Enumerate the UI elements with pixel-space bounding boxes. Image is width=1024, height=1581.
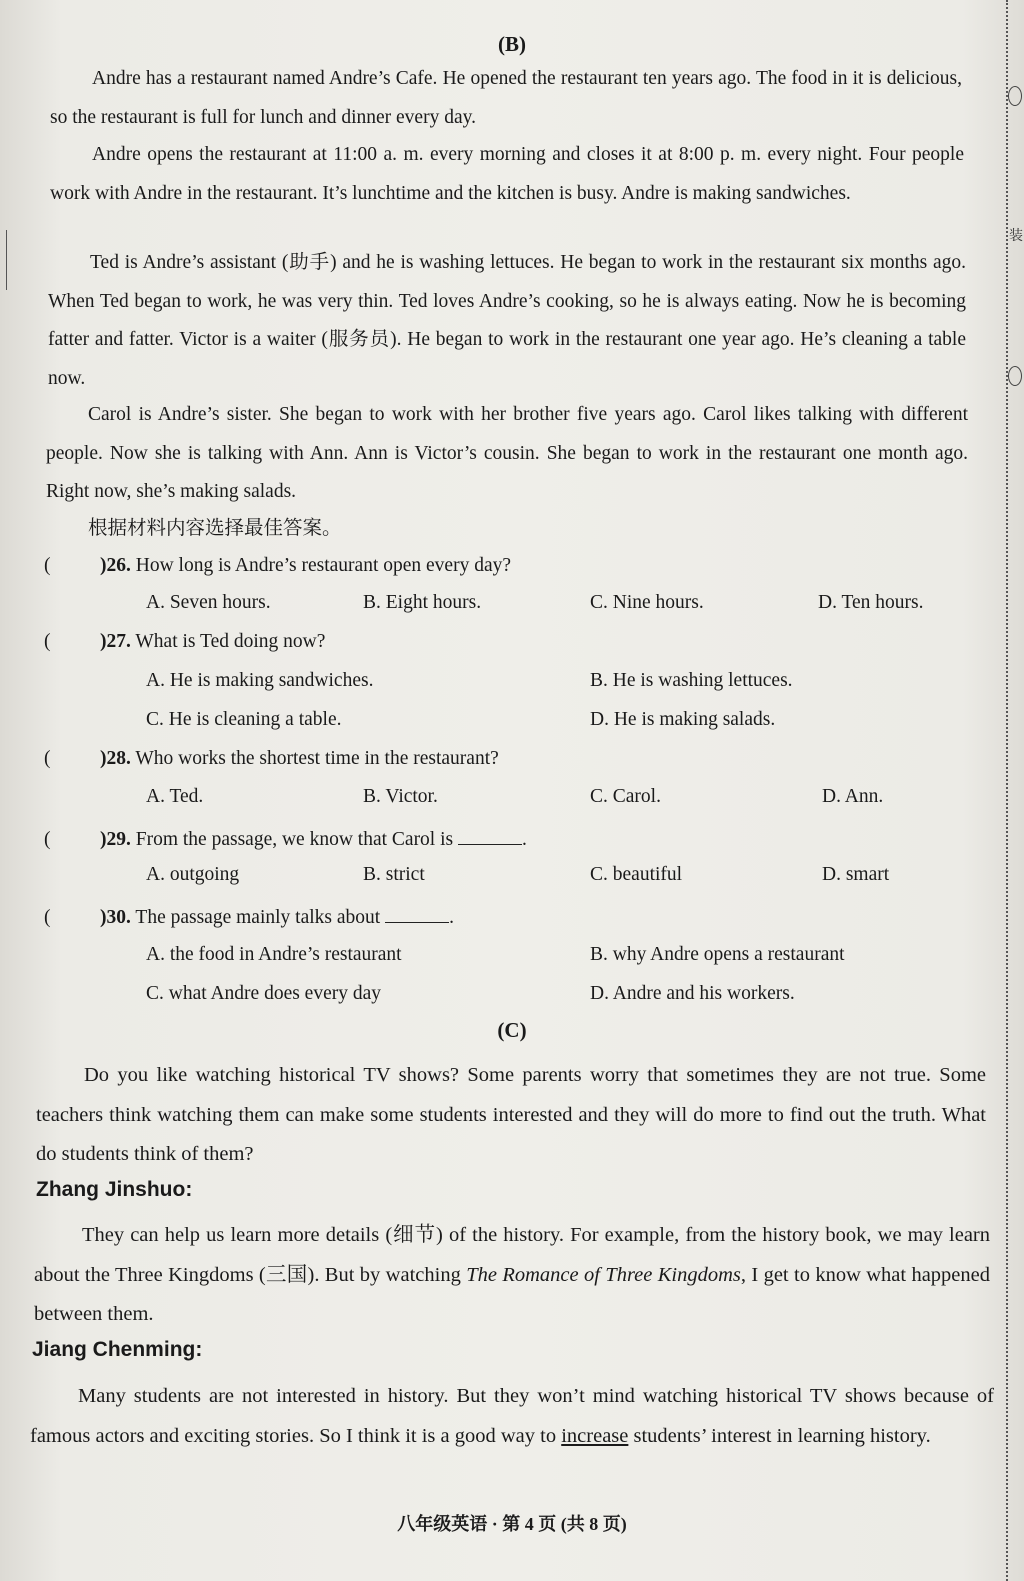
underlined-word: increase bbox=[561, 1425, 629, 1447]
question-28 bbox=[44, 748, 499, 770]
option-26-b: B. Eight hours. bbox=[363, 592, 482, 613]
option-27-d: D. He is making salads. bbox=[590, 709, 776, 730]
speaker-2-text-part-1: Many students are not interested in history. But they won’t mind watching historical TV shows because of famous actors and exciting stories. So I think it is a good way to bbox=[30, 1385, 994, 1447]
instruction: 根据材料内容选择最佳答案。 bbox=[88, 518, 342, 539]
speaker-1-text-part-2: , I get to know what happened between them. bbox=[34, 1263, 991, 1325]
page-footer: 八年级英语 · 第 4 页 (共 8 页) bbox=[397, 1514, 627, 1534]
sentence-end: . bbox=[522, 829, 527, 850]
section-b-para-1: Andre has a restaurant named Andre’s Cafe. He opened the restaurant ten years ago. The food in it is delicious, so the restaurant is full for lunch and dinner every day. bbox=[50, 68, 962, 128]
section-b-para-4: Carol is Andre’s sister. She began to work with her brother five years ago. Carol likes talking with different people. Now she is talking with Ann. Ann is Victor’s cousin. She began to work in the restaurant one month ago. Right now, she’s making salads. bbox=[46, 404, 968, 502]
binding-hole-2 bbox=[1008, 366, 1022, 386]
speaker-2-text-part-2: students’ interest in learning history. bbox=[628, 1425, 931, 1447]
option-26-d: D. Ten hours. bbox=[818, 592, 924, 613]
option-28-d: D. Ann. bbox=[822, 786, 884, 807]
answer-bracket[interactable]: ( bbox=[44, 631, 51, 652]
section-b-title: (B) bbox=[498, 32, 526, 56]
option-26-a: A. Seven hours. bbox=[146, 592, 271, 613]
option-29-d: D. smart bbox=[822, 864, 890, 885]
question-29 bbox=[44, 826, 527, 851]
question-text: The passage mainly talks about bbox=[135, 907, 381, 928]
section-b-para-3: Ted is Andre’s assistant (助手) and he is washing lettuces. He began to work in the restaurant six months ago. When Ted began to work, he was very thin. Ted loves Andre’s cooking, so he is always eating. Now he is becoming fatter and fatter. Victor is a waiter (服务员). He began to work in the restaurant one year ago. He’s cleaning a table now. bbox=[48, 252, 966, 389]
binding-label: 装 bbox=[1009, 229, 1023, 244]
option-30-c: C. what Andre does every day bbox=[146, 983, 382, 1004]
speaker-1-text bbox=[34, 1216, 990, 1335]
option-29-a: A. outgoing bbox=[146, 864, 240, 885]
answer-bracket[interactable]: ( bbox=[44, 555, 51, 576]
speaker-2-text bbox=[30, 1376, 994, 1456]
option-30-a: A. the food in Andre’s restaurant bbox=[146, 944, 402, 965]
drama-title: The Romance of Three Kingdoms bbox=[466, 1263, 741, 1286]
binding-mark bbox=[0, 230, 7, 290]
question-27 bbox=[44, 631, 325, 653]
sentence-end: . bbox=[449, 907, 454, 928]
option-29-c: C. beautiful bbox=[590, 864, 683, 885]
section-c-title: (C) bbox=[497, 1018, 527, 1042]
binding-line bbox=[1006, 0, 1024, 1581]
question-text: How long is Andre’s restaurant open every day? bbox=[135, 555, 512, 576]
option-30-d: D. Andre and his workers. bbox=[590, 983, 795, 1004]
option-27-a: A. He is making sandwiches. bbox=[146, 670, 374, 691]
question-number: )29. bbox=[100, 829, 131, 850]
option-26-c: C. Nine hours. bbox=[590, 592, 704, 613]
speaker-jiang-chenming: Jiang Chenming: bbox=[32, 1338, 203, 1361]
answer-bracket[interactable]: ( bbox=[44, 907, 51, 928]
question-number: )28. bbox=[100, 748, 131, 769]
question-text: From the passage, we know that Carol is bbox=[135, 829, 454, 850]
speaker-1-text-part-1: They can help us learn more details (细节) of the history. For example, from the history book, we may learn about the Three Kingdoms (三国). But by watching bbox=[34, 1224, 990, 1286]
question-number: )30. bbox=[100, 907, 131, 928]
section-b-para-2: Andre opens the restaurant at 11:00 a. m. every morning and closes it at 8:00 p. m. every night. Four people work with Andre in the restaurant. It’s lunchtime and the kitchen is busy. Andre is making sandwiches. bbox=[50, 144, 964, 204]
question-30 bbox=[44, 904, 454, 929]
question-26 bbox=[44, 555, 511, 577]
option-29-b: B. strict bbox=[363, 864, 425, 885]
option-30-b: B. why Andre opens a restaurant bbox=[590, 944, 845, 965]
speaker-zhang-jinshuo: Zhang Jinshuo: bbox=[36, 1178, 193, 1201]
binding-hole-1 bbox=[1008, 86, 1022, 106]
section-c-intro: Do you like watching historical TV shows? Some parents worry that sometimes they are not true. Some teachers think watching them can make some students interested and they will do more to find out the truth. What do students think of them? bbox=[36, 1064, 986, 1165]
answer-blank[interactable] bbox=[458, 826, 522, 845]
option-28-c: C. Carol. bbox=[590, 786, 661, 807]
answer-blank[interactable] bbox=[385, 904, 449, 923]
question-number: )27. bbox=[100, 631, 131, 652]
question-text: What is Ted doing now? bbox=[135, 631, 326, 652]
option-27-c: C. He is cleaning a table. bbox=[146, 709, 342, 730]
question-text: Who works the shortest time in the restaurant? bbox=[135, 748, 499, 769]
option-28-b: B. Victor. bbox=[363, 786, 438, 807]
question-number: )26. bbox=[100, 555, 131, 576]
option-28-a: A. Ted. bbox=[146, 786, 204, 807]
answer-bracket[interactable]: ( bbox=[44, 829, 51, 850]
option-27-b: B. He is washing lettuces. bbox=[590, 670, 793, 691]
answer-bracket[interactable]: ( bbox=[44, 748, 51, 769]
